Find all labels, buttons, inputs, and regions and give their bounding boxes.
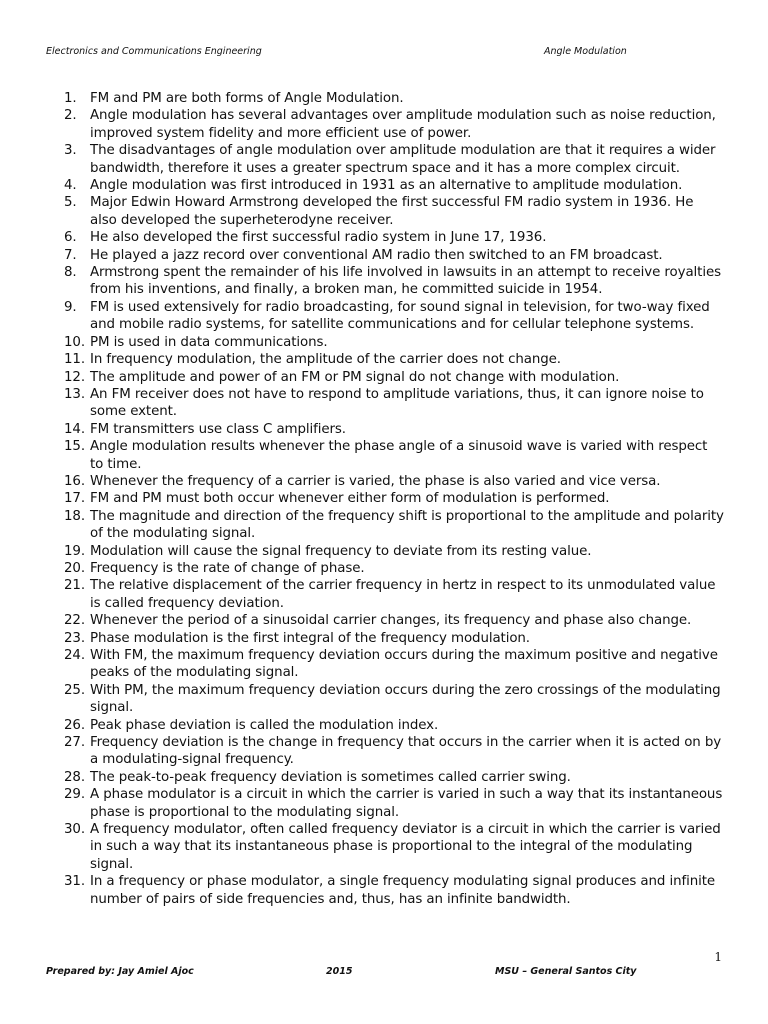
- list-item: [64, 299, 724, 334]
- list-item-text: Angle modulation has several advantages over amplitude modulation such as noise reduction, improved system fidelity and more efficient use of power.: [90, 108, 716, 141]
- list-item: [64, 682, 724, 717]
- list-item-text: A frequency modulator, often called frequency deviator is a circuit in which the carrier is varied in such a way that its instantaneous phase is proportional to the integral of the modulating signal.: [90, 822, 721, 872]
- list-item-text: The magnitude and direction of the frequency shift is proportional to the amplitude and polarity of the modulating signal.: [90, 508, 724, 542]
- list-item: [64, 90, 724, 107]
- list-item-number: 4.: [64, 178, 77, 194]
- header-course-title: Electronics and Communications Engineering: [46, 46, 262, 57]
- list-item: [64, 369, 724, 386]
- list-item-number: 23.: [64, 630, 85, 646]
- list-item: [64, 264, 724, 299]
- list-item-text: FM is used extensively for radio broadcasting, for sound signal in television, for two-way fixed and mobile radio systems, for satellite communications and for cellular telephone systems.: [90, 299, 710, 333]
- list-item: [64, 769, 724, 786]
- list-item: [64, 421, 724, 438]
- list-item-number: 21.: [64, 578, 85, 594]
- list-item-text: A phase modulator is a circuit in which the carrier is varied in such a way that its instantaneous phase is proportional to the modulating signal.: [90, 787, 723, 820]
- list-item: [64, 508, 724, 543]
- footer-institution: MSU – General Santos City: [495, 966, 637, 977]
- list-item-number: 19.: [64, 543, 85, 559]
- list-item: [64, 734, 724, 769]
- list-item-number: 25.: [64, 682, 85, 698]
- numbered-list: [64, 90, 724, 908]
- list-item: [64, 543, 724, 560]
- list-item-text: He played a jazz record over conventional AM radio then switched to an FM broadcast.: [90, 247, 663, 263]
- list-item-text: Whenever the period of a sinusoidal carrier changes, its frequency and phase also change.: [90, 613, 692, 629]
- list-item: [64, 821, 724, 873]
- list-item-text: The disadvantages of angle modulation over amplitude modulation are that it requires a wider bandwidth, therefore it uses a greater spectrum space and it has a more complex circuit.: [90, 143, 716, 176]
- list-item-number: 14.: [64, 421, 85, 437]
- list-item: [64, 142, 724, 177]
- list-item-number: 26.: [64, 717, 85, 733]
- list-item-number: 22.: [64, 613, 85, 629]
- list-item-text: Angle modulation results whenever the phase angle of a sinusoid wave is varied with respect to time.: [90, 439, 708, 472]
- list-item-text: Modulation will cause the signal frequency to deviate from its resting value.: [90, 543, 592, 559]
- list-item-number: 28.: [64, 769, 85, 785]
- list-item-text: Angle modulation was first introduced in 1931 as an alternative to amplitude modulation.: [90, 178, 683, 194]
- list-item-text: An FM receiver does not have to respond to amplitude variations, thus, it can ignore noise to some extent.: [90, 386, 704, 420]
- list-item: [64, 560, 724, 577]
- list-item: [64, 351, 724, 368]
- list-item-number: 29.: [64, 787, 85, 803]
- list-item-number: 24.: [64, 648, 85, 663]
- list-item-number: 3.: [64, 143, 77, 159]
- list-item: [64, 873, 724, 908]
- list-item-text: Peak phase deviation is called the modulation index.: [90, 717, 439, 733]
- list-item-number: 30.: [64, 822, 85, 838]
- list-item-number: 1.: [64, 91, 77, 106]
- list-item: [64, 717, 724, 734]
- list-item-number: 6.: [64, 230, 77, 246]
- header-topic-title: Angle Modulation: [544, 46, 627, 57]
- list-item: [64, 490, 724, 507]
- list-item-text: Frequency deviation is the change in frequency that occurs in the carrier when it is acted on by a modulating-signal frequency.: [90, 735, 722, 768]
- list-item-number: 13.: [64, 386, 85, 402]
- list-item-text: Frequency is the rate of change of phase.: [90, 560, 365, 576]
- list-item-number: 18.: [64, 508, 85, 524]
- list-item: [64, 107, 724, 142]
- list-item-number: 17.: [64, 491, 85, 507]
- list-item-text: Armstrong spent the remainder of his life involved in lawsuits in an attempt to receive royalties from his inventions, and finally, a broken man, he committed suicide in 1954.: [90, 265, 721, 298]
- list-item: [64, 786, 724, 821]
- list-item-text: The amplitude and power of an FM or PM signal do not change with modulation.: [90, 369, 620, 385]
- list-item-text: Phase modulation is the first integral of the frequency modulation.: [90, 630, 530, 646]
- list-item-text: In a frequency or phase modulator, a single frequency modulating signal produces and infinite number of pairs of side frequencies and, thus, has an infinite bandwidth.: [90, 874, 716, 907]
- list-item: [64, 647, 724, 682]
- list-item-number: 9.: [64, 299, 77, 315]
- list-item-text: Major Edwin Howard Armstrong developed the first successful FM radio system in 1936. He also developed the superheterodyne receiver.: [90, 195, 694, 228]
- list-item-text: Whenever the frequency of a carrier is varied, the phase is also varied and vice versa.: [90, 473, 661, 489]
- list-item-number: 27.: [64, 735, 85, 751]
- list-item-text: The peak-to-peak frequency deviation is sometimes called carrier swing.: [90, 769, 571, 785]
- list-item-number: 12.: [64, 369, 85, 385]
- list-item-text: He also developed the first successful radio system in June 17, 1936.: [90, 230, 547, 246]
- list-item-number: 11.: [64, 352, 85, 368]
- list-item-text: FM and PM are both forms of Angle Modulation.: [90, 91, 404, 106]
- list-item: [64, 612, 724, 629]
- list-item: [64, 577, 724, 612]
- list-item: [64, 473, 724, 490]
- footer-year: 2015: [326, 966, 353, 977]
- list-item-number: 16.: [64, 473, 85, 489]
- footer-author: Prepared by: Jay Amiel Ajoc: [46, 966, 194, 977]
- list-item-number: 8.: [64, 265, 77, 281]
- list-item-text: In frequency modulation, the amplitude of the carrier does not change.: [90, 352, 561, 368]
- list-item-text: The relative displacement of the carrier frequency in hertz in respect to its unmodulated value is called frequency deviation.: [90, 578, 716, 611]
- list-item-number: 15.: [64, 439, 85, 455]
- list-item: [64, 438, 724, 473]
- list-item: [64, 177, 724, 194]
- list-item-number: 31.: [64, 874, 85, 890]
- list-item-text: FM transmitters use class C amplifiers.: [90, 421, 346, 437]
- list-item-number: 7.: [64, 247, 77, 263]
- list-item-text: With PM, the maximum frequency deviation occurs during the zero crossings of the modulating signal.: [90, 682, 721, 716]
- page-number: 1: [714, 950, 722, 964]
- list-item: [64, 386, 724, 421]
- list-item-number: 20.: [64, 560, 85, 576]
- list-item-number: 2.: [64, 108, 77, 124]
- list-item: [64, 334, 724, 351]
- list-item: [64, 194, 724, 229]
- list-item-text: PM is used in data communications.: [90, 334, 328, 350]
- list-item-text: With FM, the maximum frequency deviation occurs during the maximum positive and negative peaks of the modulating signal.: [90, 648, 718, 681]
- list-item-number: 10.: [64, 334, 85, 350]
- list-item: [64, 630, 724, 647]
- list-item-number: 5.: [64, 195, 77, 211]
- list-item: [64, 229, 724, 246]
- list-item: [64, 247, 724, 264]
- list-item-text: FM and PM must both occur whenever either form of modulation is performed.: [90, 491, 610, 507]
